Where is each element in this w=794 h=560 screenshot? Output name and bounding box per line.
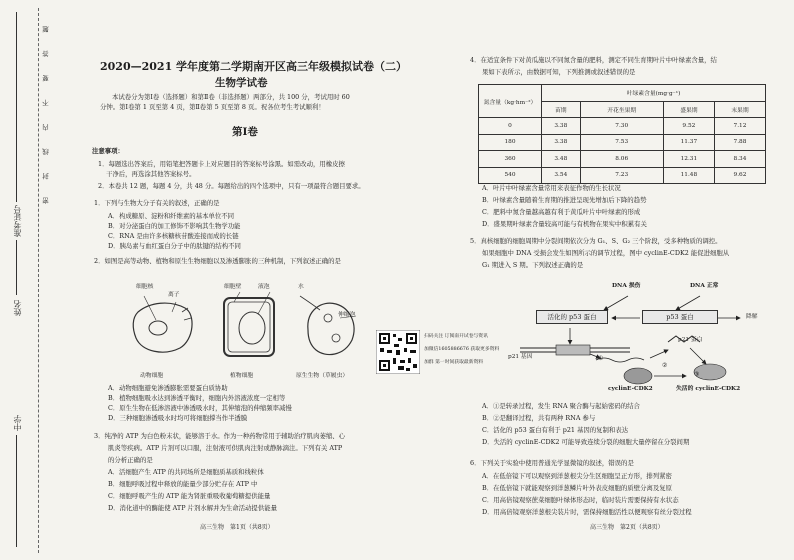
qr-text: 扫码关注 订阅南开试卷与资讯 [424, 334, 488, 339]
q6-option: A．在低倍镜下可以观察到洋葱根尖分生区细胞呈正方形，排列紧密 [482, 472, 672, 480]
q2-option: D．三种细胞渗透吸水时均可将细胞撑当作半透膜 [108, 414, 248, 422]
table-col-header: 苗期 [542, 101, 581, 118]
q1-option: A．构成糖原、淀粉和纤维素的基本单位不同 [108, 212, 235, 220]
label-cyclin: cyclinE-CDK2 [608, 386, 653, 392]
p53-box: p53 蛋白 [642, 310, 718, 324]
table-cell: 0 [479, 118, 542, 135]
q3-stem: 3．纯净的 ATP 为白色粉末状，能够溶于水。作为一种药物常用于辅助治疗肌肉萎缩、心 [94, 432, 346, 440]
q2-option: C．原生生物在低渗溶液中渗透吸水时，其伸缩泡的伸缩频率减慢 [108, 404, 292, 412]
q4-option: A．叶片中叶绿素含量常用来表征作物的生长状况 [482, 184, 621, 192]
table-row [479, 134, 766, 151]
seal-line-text: 密 封 线 内 不 要 答 题 [42, 18, 50, 205]
q1-option: D．胰岛素与血红蛋白分子中的肽键的结构不同 [108, 242, 241, 250]
table-cell: 3.54 [542, 167, 581, 184]
q2-option: B．植物细胞吸水达到渗透平衡时，细胞内外溶液浓度一定相等 [108, 394, 286, 402]
table-col-header: 盛果期 [663, 101, 714, 118]
label-ion: 离子 [168, 292, 180, 298]
q5-stem: G₁ 期进入 S 期。下列叙述正确的是 [482, 261, 584, 269]
animal-cell-shape [133, 303, 192, 352]
q6-option: D．用高倍镜观察洋葱根尖装片时，需保持细胞活性以便观察有丝分裂过程 [482, 508, 692, 516]
table-cell: 11.48 [663, 167, 714, 184]
q3-stem: 的分析正确的是 [108, 456, 153, 464]
q1-option: B．对分泌蛋白的加工修饰不影响其生物学功能 [108, 222, 241, 230]
school-label: 中学 [13, 415, 22, 431]
table-col-header: 开花坐果期 [580, 101, 663, 118]
label-p21-protein: p21 蛋白 [678, 337, 703, 343]
q4-option: C．肥料中氮含量越高越有利于黄瓜叶片中叶绿素的形成 [482, 208, 641, 216]
chlorophyll-table [478, 84, 766, 184]
notes-line: 2．本卷共 12 题，每题 4 分，共 48 分。每题给出的四个选项中，只有一项最符合题目要求。 [98, 182, 365, 190]
active-p53-box: 活化的 p53 蛋白 [536, 310, 608, 324]
q5-stem: 如果细胞中 DNA 受损会发生如图所示的调节过程，图中 cyclinE-CDK2 能促进细胞从 [482, 249, 730, 257]
q6-option: B．在低倍镜下就能观察到洋葱鳞片叶外表皮细胞的质壁分离及复原 [482, 484, 673, 492]
section-title: 第Ⅰ卷 [232, 126, 258, 138]
table-cell: 3.48 [542, 151, 581, 168]
table-row [479, 118, 766, 135]
table-cell: 9.62 [714, 167, 765, 184]
seal-dashed-line [38, 8, 39, 553]
table-cell: 3.38 [542, 134, 581, 151]
table-cell: 7.23 [580, 167, 663, 184]
binding-margin [0, 0, 62, 560]
ticket-line [16, 12, 17, 202]
label-nucleus: 细胞核 [136, 284, 154, 290]
q6-stem: 6．下列关于实验中使用普通光学显微镜的叙述，错误的是 [470, 459, 634, 467]
table-row-header: 氮含量（kg·hm⁻²） [479, 85, 542, 118]
table-row [479, 151, 766, 168]
label-step3: ③ [694, 372, 700, 378]
qr-code-icon [376, 330, 420, 374]
q3-option: B．细胞呼吸过程中释放的能量少部分贮存在 ATP 中 [108, 480, 258, 488]
table-cell: 12.31 [663, 151, 714, 168]
footer-right: 高三生物 第2页（共8页） [590, 524, 664, 531]
label-vacuole: 液泡 [258, 284, 270, 290]
label-protist: 原生生物（草履虫） [296, 373, 349, 379]
label-dna-normal: DNA 正常 [690, 283, 719, 289]
q3-option: C．细胞呼吸产生的 ATP 能为肾脏重吸收葡萄糖提供能量 [108, 492, 271, 500]
notes-line: 干净后，再选涂其他答案标号。 [106, 170, 196, 178]
table-cell: 7.53 [580, 134, 663, 151]
table-row [479, 167, 766, 184]
label-animal: 动物细胞 [140, 373, 164, 379]
q4-stem: 4．在适宜条件下对黄瓜施以不同氮含量的肥料，测定不同生育期叶片中叶绿素含量，结 [470, 56, 717, 64]
notes-title: 注意事项： [92, 147, 124, 155]
q5-stem: 5．真核细胞的细胞周期中分裂间期依次分为 G₁、S、G₂ 三个阶段，受多种物质的调控。 [470, 237, 722, 245]
q5-option: C．活化的 p53 蛋白有利于 p21 基因的复制和表达 [482, 426, 629, 434]
footer-left: 高三生物 第1页（共8页） [200, 524, 274, 531]
label-step1: ① [598, 356, 604, 362]
q4-option: B．叶绿素含量随着生育期的推进呈现先增加后下降的趋势 [482, 196, 647, 204]
q5-option: D．失活的 cyclinE-CDK2 可能导致连续分裂的细胞大量停留在分裂间期 [482, 438, 690, 446]
table-cell: 8.34 [714, 151, 765, 168]
q6-option: C．用高倍镜观察蔗菜细胞叶绿体形态时，临时装片需要保持有水状态 [482, 496, 679, 504]
table-cell: 540 [479, 167, 542, 184]
q4-stem: 果如下表所示，由数据可知，下列推测或叙述错误的是 [482, 68, 636, 76]
q2-option: A．动物细胞避免渗透膨胀需要蛋白质协助 [108, 384, 228, 392]
plant-vacuole [239, 312, 265, 344]
table-cell: 9.52 [663, 118, 714, 135]
table-cell: 7.30 [580, 118, 663, 135]
q1-option: C．RNA 是由许多核糖核苷酸连接而成的长链 [108, 232, 239, 240]
school-line [16, 435, 17, 547]
table-cell: 7.12 [714, 118, 765, 135]
qr-text: 加群 第一时间获取最新资料 [424, 360, 484, 365]
q4-option: D．盛果期叶绿素含量较高可能与有机物在果实中积累有关 [482, 220, 647, 228]
label-p21-gene: p21 基因 [508, 354, 533, 360]
ticket-label: 准考证号 [13, 205, 22, 237]
table-cell: 360 [479, 151, 542, 168]
label-inactive-cyclin: 失活的 cyclinE-CDK2 [676, 386, 741, 392]
label-dna-damage: DNA 损伤 [612, 283, 641, 289]
notes-line: 1．每题选出答案后，用铅笔把答题卡上对应题目的答案标号涂黑。如需改动，用橡皮擦 [98, 160, 345, 168]
q3-option: A．活细胞产生 ATP 的共同场所是细胞质基质和线粒体 [108, 468, 264, 476]
q2-stem: 2．如图是高等动物、植物和原生生物细胞以及渗透膨胀的三种机制，下列叙述正确的是 [94, 257, 341, 265]
label-wall: 细胞壁 [224, 284, 242, 290]
label-plant: 植物细胞 [230, 373, 254, 379]
table-cell: 8.06 [580, 151, 663, 168]
label-step2: ② [662, 363, 668, 369]
plant-cell-wall [224, 298, 274, 356]
q5-option: A．①是转录过程，发生 RNA 聚合酶与起始密码的结合 [482, 402, 640, 410]
qr-text: 加微信1605886676 获取更多资料 [424, 347, 500, 352]
name-line [16, 240, 17, 295]
exam-subtitle: 生物学试卷 [215, 77, 268, 89]
label-water: 水 [298, 284, 304, 290]
intro-line: 本试卷分为第Ⅰ卷（选择题）和第Ⅱ卷（非选择题）两部分，共 100 分，考试用时 60 [112, 93, 350, 101]
q3-option: D．消化道中的酶能使 ATP 片剂水解并为生命活动提供能量 [108, 504, 277, 512]
name-label: 姓名 [13, 300, 22, 316]
table-cell: 3.38 [542, 118, 581, 135]
exam-title: 2020—2021 学年度第二学期南开区高三年级模拟试卷（二） [100, 60, 408, 73]
intro-line: 分钟。第Ⅰ卷第 1 页至第 4 页，第Ⅱ卷第 5 页至第 8 页。祝各位考生考试顺利！ [100, 103, 325, 111]
p53-pathway-diagram [500, 282, 780, 394]
q3-stem: 肌炎等疾病。ATP 片剂可以口服，注射液可供肌肉注射或静脉滴注。下列有关 ATP [108, 444, 343, 452]
label-degrade: 降解 [746, 314, 758, 320]
cell-figure [130, 290, 370, 372]
table-col-header: 末果期 [714, 101, 765, 118]
table-cell: 7.88 [714, 134, 765, 151]
q1-stem: 1．下列与生物大分子有关的叙述，正确的是 [94, 199, 220, 207]
table-cell: 11.37 [663, 134, 714, 151]
table-group-header: 叶绿素含量(mg·g⁻¹) [542, 85, 766, 102]
q5-option: B．②是翻译过程，共有两种 RNA 参与 [482, 414, 596, 422]
label-contractile: 伸缩泡 [338, 312, 356, 318]
table-cell: 180 [479, 134, 542, 151]
animal-nucleus [149, 321, 167, 335]
